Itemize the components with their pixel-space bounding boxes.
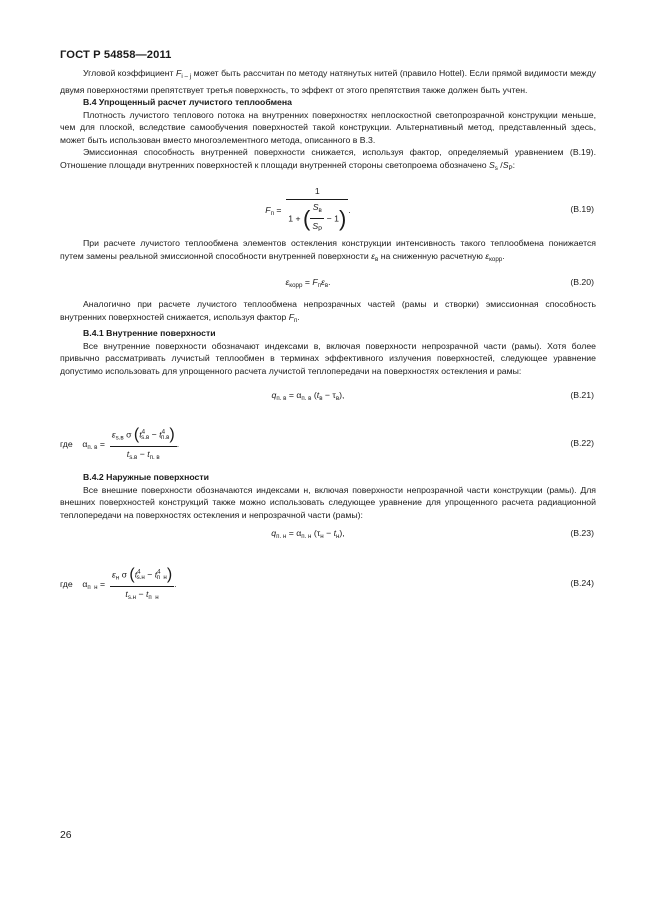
equation-number-b24: (В.24)	[570, 578, 594, 588]
equation-b20: $\varepsilon_{корр} = F_п\varepsilon_в$. (В.20)	[285, 277, 594, 289]
section-heading-b4: В.4 Упрощенный расчет лучистого теплообмена	[83, 97, 292, 107]
equation-b19: $F_п$ = 1 1 + ( $\frac{S_в}{S_P}$ − 1) . (В.19)	[60, 181, 596, 237]
fraction-b19: 1 1 + ( $\frac{S_в}{S_P}$ − 1)	[288, 186, 347, 233]
equation-b22: где $\alpha_{п. в}$ = $\frac{\varepsilon_{s.в} \sigma (t^4_{s.в} - t^4_{п.в})}{t_{s.в} - t_{п. в}}$ . (В.22)	[60, 419, 596, 469]
page-number: 26	[60, 830, 72, 841]
paragraph-view-factor: Угловой коэффициент $F_{i - j}$ может быть рассчитан по методу натянутых нитей (правило Hottel). Если прямой видимости между двумя поверхностями препятствует третья поверхность, то эффект от этого препятствия также должен быть учтен.	[60, 68, 597, 95]
paragraph-emissivity-factor: Эмиссионная способность внутренней поверхности снижается, используя фактор, определяемый уравнением (В.19). Отношение площади внутренних поверхностей к площади внутренней стороны светопроема обозначено $S_s$ $/S_P$:	[60, 147, 596, 172]
equation-b24: где $\alpha_{п н}$ = $\frac{\varepsilon_н \sigma (t^4_{s.н} - t^4_{п н})}{t_{s.н} - t_{п н}}$ . (В.24)	[60, 559, 596, 609]
document-header: ГОСТ Р 54858—2011	[60, 49, 172, 61]
section-heading-b42: В.4.2 Наружные поверхности	[83, 472, 209, 482]
paragraph-external-surfaces: Все внешние поверхности обозначаются индексами н, включая поверхности непрозрачной части конструкции (рамы). Для внешних поверхностей конструкций также можно использовать следующее уравнение для упрощенного расчета радиационной теплопередачи на поверхностях остекления и непрозрачной части (рамы):	[60, 484, 596, 520]
paragraph-internal-surfaces: Все внутренние поверхности обозначают индексами в, включая поверхности непрозрачной части (рамы). Хотя более привычно рассматривать лучистый теплообмен в терминах эффективного излучения поверхностей, следующее уравнение допустимо использовать для упрощенного расчета лучистой теплопередачи на поверхностях остекления и рамы:	[60, 340, 596, 376]
fraction-b22: $\frac{\varepsilon_{s.в} \sigma (t^4_{s.в} - t^4_{п.в})}{t_{s.в} - t_{п. в}}$	[111, 426, 175, 461]
document-body	[60, 67, 596, 609]
equation-number-b21: (В.21)	[570, 390, 594, 400]
equation-number-b22: (В.22)	[570, 438, 594, 448]
paragraph-opaque-parts: Аналогично при расчете лучистого теплообмена непрозрачных частей (рамы и створки) эмиссионная способность внутренних поверхностей снижается, используя фактор $F_п$.	[60, 299, 596, 324]
equation-b21: $q_{п. в} = \alpha_{п. в}$ $(t_в - \tau_в)$, (В.21)	[271, 390, 594, 402]
paragraph-radiant-flux: Плотность лучистого теплового потока на внутренних поверхностях неплоскостной светопрозрачной конструкции меньше, чем для плоской, вследствие самообучения поверхностей такой конструкции. Альтернативный метод, представленный здесь, может быть использован вместо многоэлементного метода, описанного в В.3.	[60, 109, 596, 145]
section-heading-b41: В.4.1 Внутренние поверхности	[83, 328, 216, 338]
equation-b23: $q_{п. н} = \alpha_{п. н}$ $(\tau_н - t_н)$, (В.23)	[271, 528, 594, 540]
equation-number-b20: (В.20)	[570, 277, 594, 287]
paragraph-reduced-emissivity: При расчете лучистого теплообмена элементов остекления конструкции интенсивность такого теплообмена понижается путем замены реальной эмиссионной способности внутренней поверхности $\varepsilon_в$ на сниженную расчетную $\varepsilon_{корр}$.	[60, 238, 596, 263]
equation-number-b23: (В.23)	[570, 528, 594, 538]
fraction-b24: $\frac{\varepsilon_н \sigma (t^4_{s.н} - t^4_{п н})}{t_{s.н} - t_{п н}}$	[111, 566, 173, 601]
equation-number-b19: (В.19)	[570, 204, 594, 214]
